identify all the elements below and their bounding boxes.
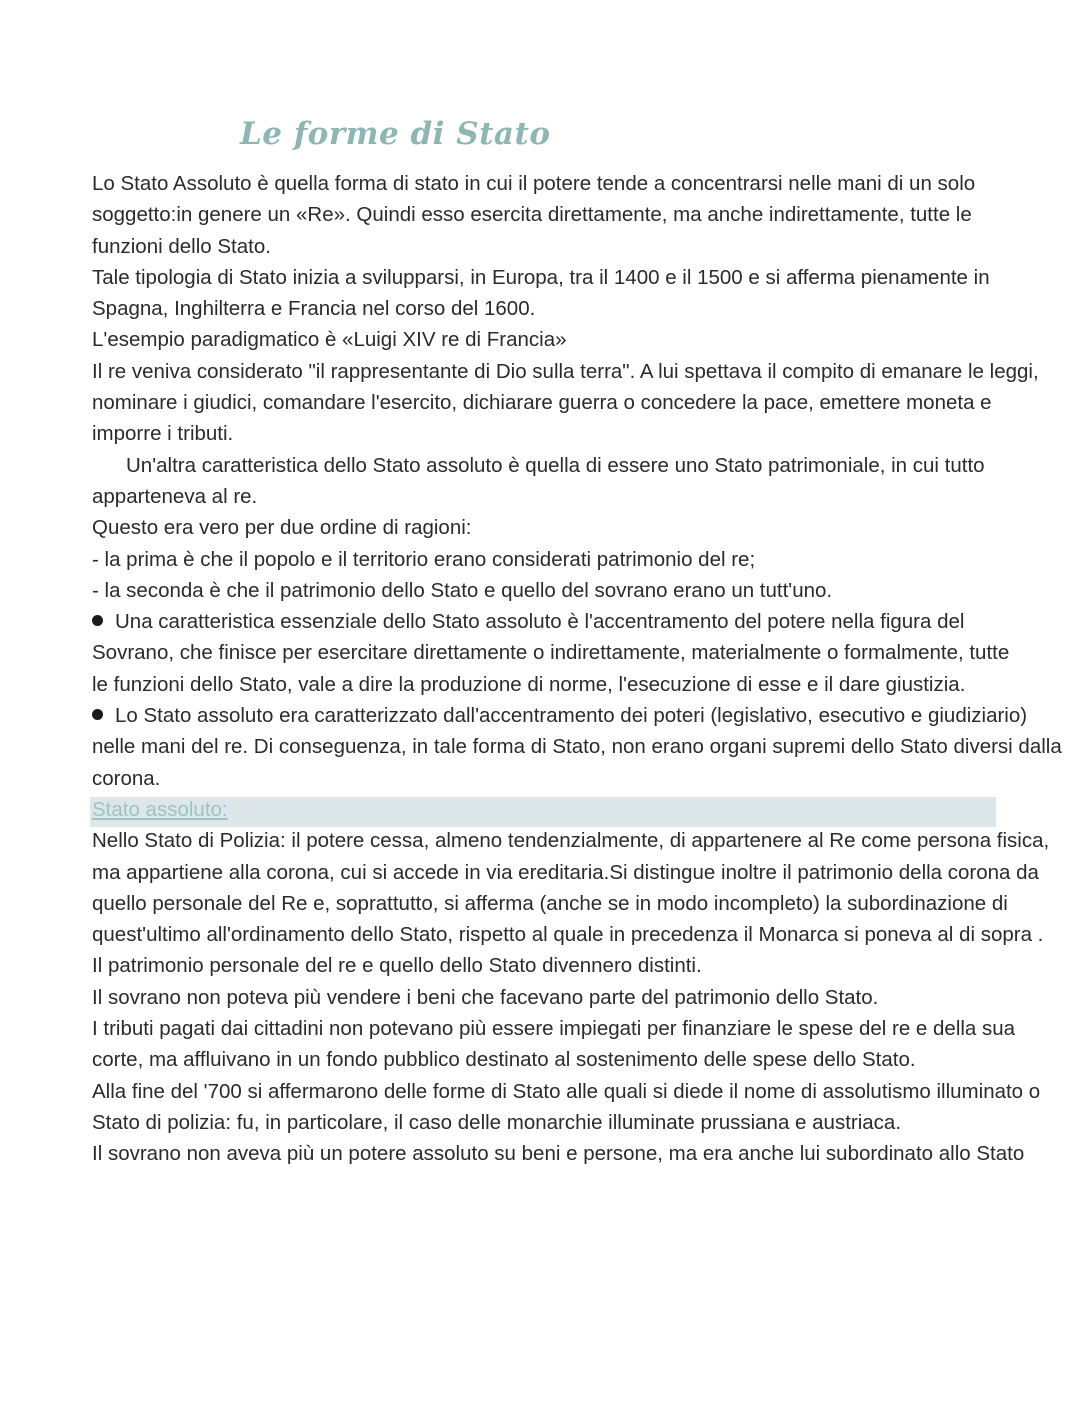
text-line: le funzioni dello Stato, vale a dire la produzione di norme, l'esecuzione di esse e il dare giustizia. bbox=[92, 672, 966, 696]
text-line: I tributi pagati dai cittadini non potevano più essere impiegati per finanziare le spese del re e della sua bbox=[92, 1017, 1016, 1041]
text-line: corte, ma affluivano in un fondo pubblico destinato al sostenimento delle spese dello Stato. bbox=[92, 1048, 916, 1072]
bullet-item bbox=[92, 606, 992, 637]
text-line: nominare i giudici, comandare l'esercito, dichiarare guerra o concedere la pace, emettere moneta e bbox=[92, 391, 992, 415]
text-line: Sovrano, che finisce per esercitare direttamente o indirettamente, materialmente o formalmente, tutte bbox=[92, 641, 1010, 665]
text-line: Stato di polizia: fu, in particolare, il caso delle monarchie illuminate prussiana e austriaca. bbox=[92, 1110, 902, 1134]
text-line: imporre i tributi. bbox=[92, 422, 234, 446]
text-line: Il sovrano non aveva più un potere assoluto su beni e persone, ma era anche lui subordinato allo Stato bbox=[92, 1142, 1025, 1166]
bullet-icon bbox=[92, 615, 103, 626]
text-line: ma appartiene alla corona, cui si accede in via ereditaria.Si distingue inoltre il patrimonio della corona da bbox=[92, 860, 1039, 884]
text-line: Alla fine del '700 si affermarono delle forme di Stato alle quali si diede il nome di assolutismo illuminato o bbox=[92, 1079, 1041, 1103]
text-line: quest'ultimo all'ordinamento dello Stato, rispetto al quale in precedenza il Monarca si poneva al di sopra . bbox=[92, 923, 1044, 947]
text-line: Questo era vero per due ordine di ragioni: bbox=[92, 516, 472, 540]
page-title: Le forme di Stato bbox=[240, 116, 551, 152]
text-line: corona. bbox=[92, 766, 161, 790]
text-line: Spagna, Inghilterra e Francia nel corso del 1600. bbox=[92, 297, 536, 321]
text-line: nelle mani del re. Di conseguenza, in tale forma di Stato, non erano organi supremi dello Stato diversi dalla bbox=[92, 735, 1062, 759]
text-line: quello personale del Re e, soprattutto, si afferma (anche se in modo incompleto) la subordinazione di bbox=[92, 891, 1008, 915]
bullet-text: Lo Stato assoluto era caratterizzato dall'accentramento dei poteri (legislativo, esecutivo e giudiziario) bbox=[115, 704, 1028, 728]
text-line: soggetto:in genere un «Re». Quindi esso esercita direttamente, ma anche indirettamente, tutte le bbox=[92, 203, 972, 227]
text-line: Il patrimonio personale del re e quello dello Stato divennero distinti. bbox=[92, 954, 702, 978]
bullet-text: Una caratteristica essenziale dello Stato assoluto è l'accentramento del potere nella figura del bbox=[115, 610, 965, 634]
list-item: - la prima è che il popolo e il territorio erano considerati patrimonio del re; bbox=[92, 547, 756, 571]
text-line: apparteneva al re. bbox=[92, 484, 258, 508]
text-line: Nello Stato di Polizia: il potere cessa, almeno tendenzialmente, di appartenere al Re come persona fisica, bbox=[92, 829, 1050, 853]
text-line-indented: Un'altra caratteristica dello Stato assoluto è quella di essere uno Stato patrimoniale, in cui tutto bbox=[126, 453, 985, 477]
text-line: Lo Stato Assoluto è quella forma di stato in cui il potere tende a concentrarsi nelle mani di un solo bbox=[92, 172, 976, 195]
notes-body bbox=[92, 168, 1062, 1170]
section-subheading: Stato assoluto: bbox=[92, 797, 228, 821]
text-line: Il sovrano non poteva più vendere i beni che facevano parte del patrimonio dello Stato. bbox=[92, 985, 879, 1009]
text-line: funzioni dello Stato. bbox=[92, 234, 271, 258]
text-line: Il re veniva considerato "il rappresentante di Dio sulla terra". A lui spettava il compito di emanare le leggi, bbox=[92, 359, 1039, 383]
list-item: - la seconda è che il patrimonio dello Stato e quello del sovrano erano un tutt'uno. bbox=[92, 578, 833, 602]
text-line: L'esempio paradigmatico è «Luigi XIV re di Francia» bbox=[92, 328, 567, 352]
text-line: Tale tipologia di Stato inizia a svilupparsi, in Europa, tra il 1400 e il 1500 e si afferma pienamente in bbox=[92, 265, 990, 289]
bullet-item bbox=[92, 700, 1028, 731]
bullet-icon bbox=[92, 709, 103, 720]
highlighted-heading-row bbox=[92, 794, 992, 825]
